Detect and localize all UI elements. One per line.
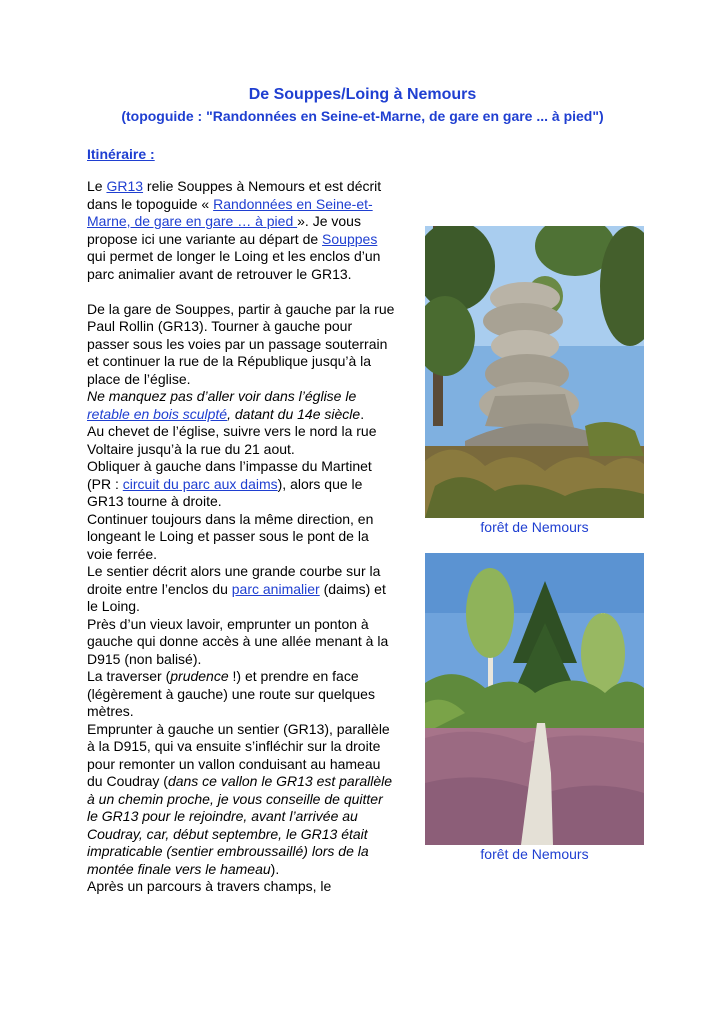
text: !) et prendre en face (légèrement à gauche) une route sur quelques mètres. xyxy=(87,668,375,719)
section-heading-itinerary: Itinéraire : xyxy=(87,146,155,162)
text: (daims) et le Loing. xyxy=(87,580,386,614)
route-description xyxy=(87,178,397,896)
heather-path-image xyxy=(425,553,644,845)
link-gr13[interactable]: GR13 xyxy=(106,178,144,194)
paragraph-martinet xyxy=(87,458,397,511)
paragraph-cross xyxy=(87,668,397,721)
link-topoguide[interactable]: Randonnées en Seine-et-Marne, de gare en gare … à pied xyxy=(87,195,373,229)
link-retable[interactable] xyxy=(87,406,227,422)
text: ». Je vous propose ici une variante au départ de xyxy=(87,213,361,247)
link-parc-aux-daims[interactable]: circuit du parc aux daims xyxy=(122,475,278,492)
paragraph-church xyxy=(87,388,397,423)
text: Obliquer à gauche dans l’impasse du Martinet (PR : xyxy=(87,458,372,492)
italic-text: prudence xyxy=(170,668,229,684)
photo-caption-1: forêt de Nemours xyxy=(480,519,589,535)
text: La traverser ( xyxy=(87,668,171,684)
italic-text: dans ce vallon le GR13 est parallèle à un chemin proche, je vous conseille de quitter le GR13 pour le rejoindre, avant l’arrivée au Coudray, car, début septembre, le GR13 était impraticable (sentier embroussaillé) lors de la montée finale vers le hameau xyxy=(87,773,393,877)
text: relie Souppes à Nemours et est décrit dans le topoguide « xyxy=(87,178,382,212)
photo-rock-formation xyxy=(425,226,644,518)
photo-caption-2: forêt de Nemours xyxy=(480,846,589,862)
link-retable-label: retable en bois sculpté xyxy=(87,405,228,422)
page-title: De Souppes/Loing à Nemours xyxy=(248,86,477,103)
paragraph-curve xyxy=(87,563,397,616)
paragraph-loing: Continuer toujours dans la même direction, en longeant le Loing et passer sous le pont de la voie ferrée. xyxy=(87,510,374,562)
text: . xyxy=(360,405,365,422)
text: Le sentier décrit alors une grande courbe sur la droite entre l’enclos du xyxy=(87,563,381,597)
text: Le xyxy=(87,178,107,194)
link-parc-animalier[interactable]: parc animalier xyxy=(231,580,320,597)
rock-formation-image xyxy=(425,226,644,518)
italic-text: Ne manquez pas d’aller voir dans l’église le xyxy=(87,388,357,404)
paragraph-intro xyxy=(87,178,397,283)
text: ), alors que le GR13 tourne à droite. xyxy=(87,475,363,509)
paragraph-voltaire: Au chevet de l’église, suivre vers le nord la rue Voltaire jusqu’à la rue du 21 aout. xyxy=(87,423,377,457)
photo-heather-path xyxy=(425,553,644,845)
text: Emprunter à gauche un sentier (GR13), parallèle à la D915, qui va ensuite s’infléchir sur la droite pour remonter un vallon conduisant au hameau du Coudray ( xyxy=(87,720,390,789)
italic-text: , datant du 14e siècle xyxy=(227,405,361,422)
page-subtitle: (topoguide : "Randonnées en Seine-et-Marne, de gare en gare ... à pied") xyxy=(121,108,604,124)
paragraph-fields: Après un parcours à travers champs, le xyxy=(87,878,332,894)
text: ). xyxy=(270,860,280,877)
link-souppes[interactable]: Souppes xyxy=(322,230,378,247)
paragraph-lavoir: Près d’un vieux lavoir, emprunter un ponton à gauche qui donne accès à une allée menant à la D915 (non balisé). xyxy=(87,615,389,667)
paragraph-start: De la gare de Souppes, partir à gauche par la rue Paul Rollin (GR13). Tourner à gauche pour passer sous les voies par un passage souterrain et continuer la rue de la République jusqu’à la place de l’église. xyxy=(87,300,395,387)
text: qui permet de longer le Loing et les enclos d’un parc animalier avant de retrouver le GR13. xyxy=(87,248,381,282)
paragraph-coudray xyxy=(87,721,397,879)
